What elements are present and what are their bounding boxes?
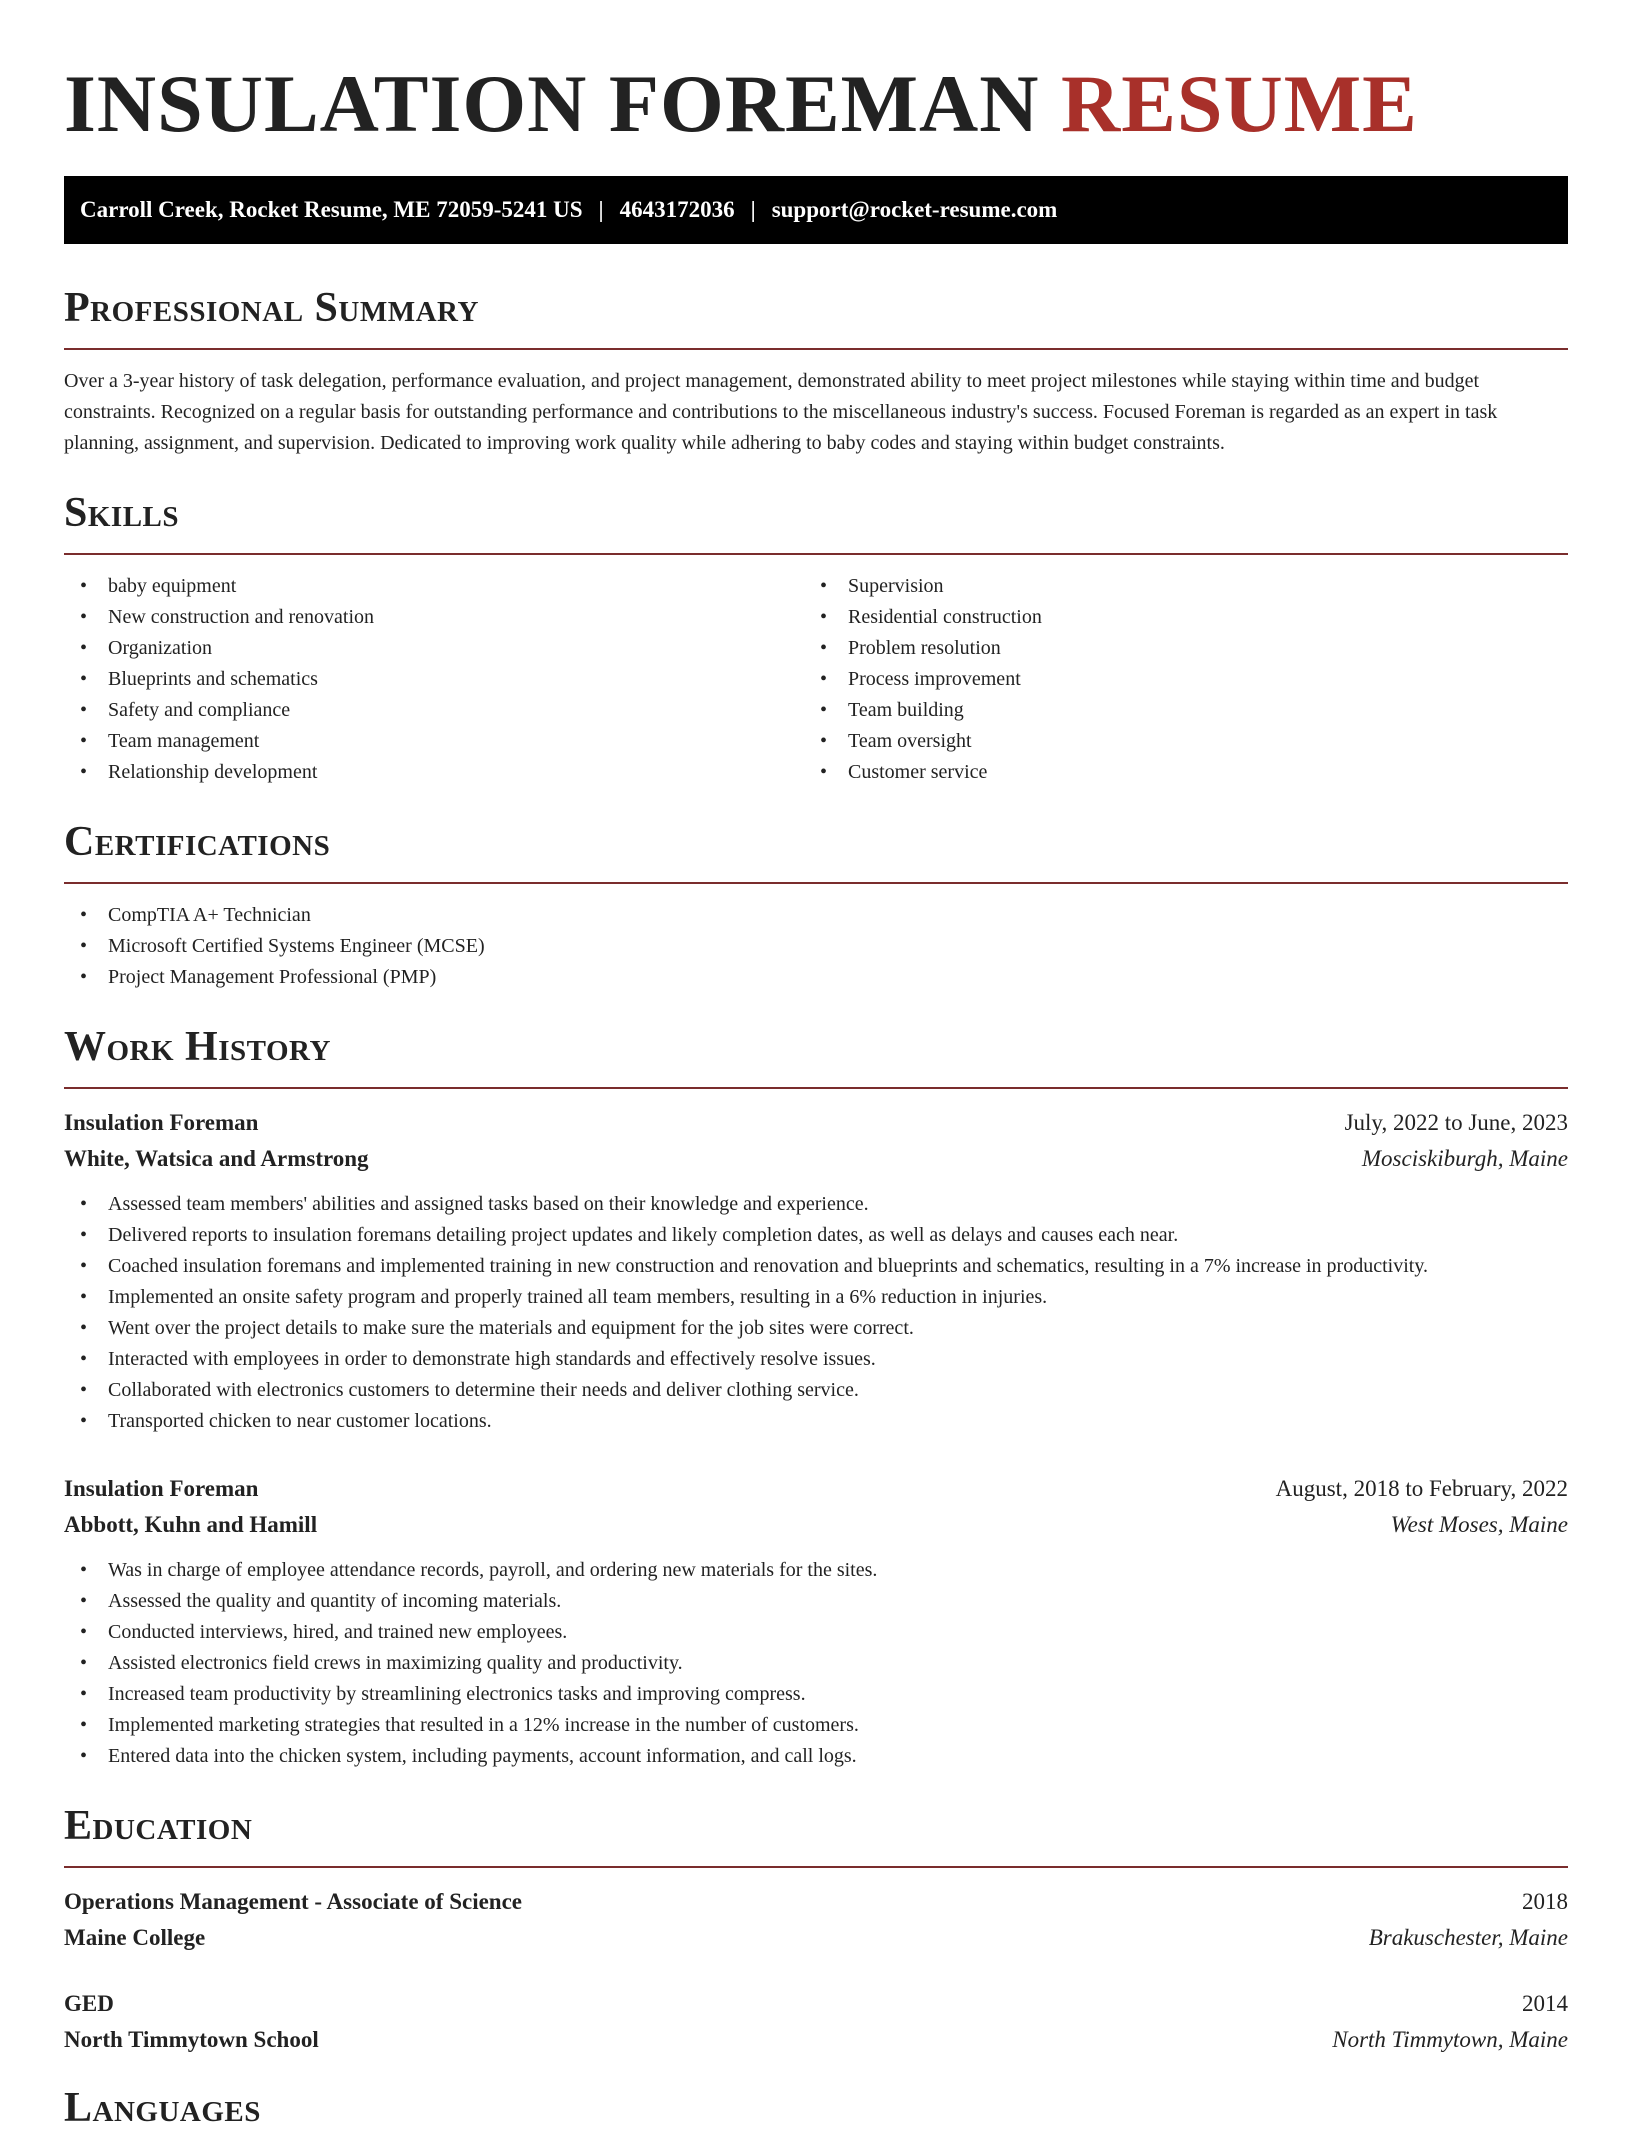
contact-separator: | [598,197,604,222]
title-accent: RESUME [1061,58,1418,149]
section-title-skills: Skills [64,490,180,536]
education-header-row [64,1884,1568,1920]
title-main: INSULATION FOREMAN [64,58,1040,149]
job-header-row [64,1471,1568,1507]
education-school: Maine College [64,1925,206,1950]
job-title: Insulation Foreman [64,1476,259,1501]
job-company-row [64,1507,1568,1543]
skill-item: • Residential construction [804,602,1544,633]
job-bullet: • Went over the project details to make sure the materials and equipment for the job sites were correct. [64,1313,1568,1344]
certifications-section [64,816,1568,993]
skills-list-right [804,571,1544,788]
job-bullet: • Increased team productivity by streamlining electronics tasks and improving compress. [64,1679,1568,1710]
education-entry [64,1884,1568,1956]
contact-phone[interactable]: 4643172036 [619,197,735,222]
skill-item: • Team management [64,726,804,757]
section-title-languages: Languages [64,2085,261,2131]
education-year: 2018 [1522,1889,1568,1914]
skill-item: • Safety and compliance [64,695,804,726]
education-degree: GED [64,1991,114,2016]
job-company: White, Watsica and Armstrong [64,1146,369,1171]
contact-address: Carroll Creek, Rocket Resume, ME 72059-5241 US [80,197,583,222]
section-title-work-history: Work History [64,1024,331,1070]
job-bullet: • Implemented marketing strategies that resulted in a 12% increase in the number of customers. [64,1710,1568,1741]
job-bullets [64,1189,1568,1437]
certification-item: • CompTIA A+ Technician [64,900,1568,931]
skill-item: • Blueprints and schematics [64,664,804,695]
skill-item: • New construction and renovation [64,602,804,633]
job-location: West Moses, Maine [1390,1512,1568,1537]
contact-separator: | [750,197,756,222]
section-divider [64,553,1568,555]
resume-title [64,0,1568,176]
education-section [64,1800,1568,2058]
contact-email[interactable]: support@rocket-resume.com [771,197,1058,222]
summary-text: Over a 3-year history of task delegation, performance evaluation, and project management, demonstrated ability to meet project milestones while staying within time and budget constraints. Recognized on a regular basis for outstanding performance and contributions to the miscellaneous industry's success. Focused Foreman is regarded as an expert in task planning, assignment, and supervision. Dedicated to improving work quality while adhering to baby codes and staying within budget constraints. [64,370,1498,454]
skill-item: • Problem resolution [804,633,1544,664]
education-degree: Operations Management - Associate of Science [64,1889,523,1914]
skill-item: • baby equipment [64,571,804,602]
certification-item: • Project Management Professional (PMP) [64,962,1568,993]
job-bullet: • Was in charge of employee attendance records, payroll, and ordering new materials for the sites. [64,1555,1568,1586]
job-company-row [64,1141,1568,1177]
job-bullet: • Assessed team members' abilities and assigned tasks based on their knowledge and experience. [64,1189,1568,1220]
section-divider [64,1087,1568,1089]
job-bullet: • Interacted with employees in order to demonstrate high standards and effectively resolve issues. [64,1344,1568,1375]
job-dates: July, 2022 to June, 2023 [1344,1110,1568,1135]
contact-bar [64,176,1568,244]
summary-section [64,282,1568,459]
skill-item: • Process improvement [804,664,1544,695]
work-history-section [64,1021,1568,1772]
skill-item: • Customer service [804,757,1544,788]
job-bullets [64,1555,1568,1772]
education-school: North Timmytown School [64,2027,319,2052]
job-bullet: • Assisted electronics field crews in maximizing quality and productivity. [64,1648,1568,1679]
skills-list-left [64,571,804,788]
job-bullet: • Conducted interviews, hired, and trained new employees. [64,1617,1568,1648]
job-location: Mosciskiburgh, Maine [1361,1146,1568,1171]
job-bullet: • Collaborated with electronics customers to determine their needs and deliver clothing service. [64,1375,1568,1406]
job-bullet: • Entered data into the chicken system, including payments, account information, and call logs. [64,1741,1568,1772]
education-header-row [64,1986,1568,2022]
section-divider [64,882,1568,884]
job-header-row [64,1105,1568,1141]
skill-item: • Supervision [804,571,1544,602]
job-bullet: • Delivered reports to insulation foremans detailing project updates and likely completion dates, as well as delays and causes each near. [64,1220,1568,1251]
skill-item: • Team building [804,695,1544,726]
job-entry [64,1105,1568,1437]
skills-section [64,487,1568,788]
skill-item: • Relationship development [64,757,804,788]
job-company: Abbott, Kuhn and Hamill [64,1512,318,1537]
certification-item: • Microsoft Certified Systems Engineer (MCSE) [64,931,1568,962]
section-title-education: Education [64,1803,253,1849]
section-divider [64,1866,1568,1868]
education-location: Brakuschester, Maine [1368,1925,1568,1950]
job-title: Insulation Foreman [64,1110,259,1135]
skill-item: • Organization [64,633,804,664]
job-bullet: • Coached insulation foremans and implemented training in new construction and renovation and blueprints and schematics, resulting in a 7% increase in productivity. [64,1251,1568,1282]
section-divider [64,348,1568,350]
section-title-certifications: Certifications [64,819,331,865]
education-school-row [64,2022,1568,2058]
education-entry [64,1986,1568,2058]
education-school-row [64,1920,1568,1956]
job-entry [64,1471,1568,1772]
job-bullet: • Assessed the quality and quantity of incoming materials. [64,1586,1568,1617]
certifications-list [64,900,1568,993]
languages-section [64,2082,1568,2134]
skill-item: • Team oversight [804,726,1544,757]
job-dates: August, 2018 to February, 2022 [1275,1476,1568,1501]
job-bullet: • Implemented an onsite safety program and properly trained all team members, resulting in a 6% reduction in injuries. [64,1282,1568,1313]
education-location: North Timmytown, Maine [1332,2027,1568,2052]
job-bullet: • Transported chicken to near customer locations. [64,1406,1568,1437]
section-title-summary: Professional Summary [64,285,479,331]
skills-columns [64,571,1568,788]
education-year: 2014 [1522,1991,1568,2016]
